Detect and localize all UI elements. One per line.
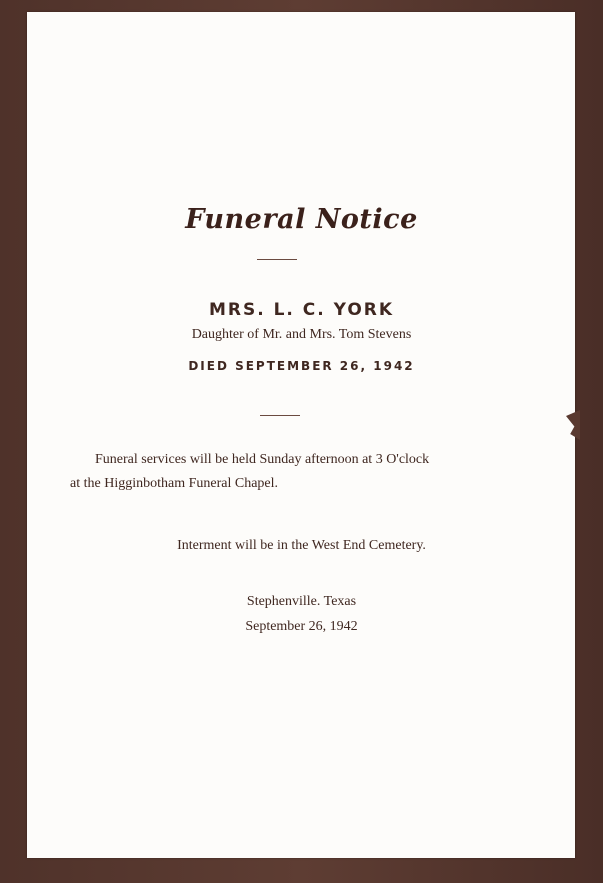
divider-bottom <box>260 415 300 416</box>
services-line-1: Funeral services will be held Sunday afternoon at 3 O'clock <box>95 452 430 467</box>
funeral-notice-card <box>27 12 575 858</box>
place-line: Stephenville. Texas <box>246 594 357 609</box>
date-line: September 26, 1942 <box>245 619 358 634</box>
divider-top <box>257 259 297 260</box>
parents-line: Daughter of Mr. and Mrs. Tom Stevens <box>191 327 412 342</box>
services-paragraph <box>70 448 500 496</box>
interment-line: Interment will be in the West End Cemetery. <box>177 538 426 553</box>
deceased-name: MRS. L. C. YORK <box>208 300 395 320</box>
services-line-2: at the Higginbotham Funeral Chapel. <box>70 476 279 491</box>
died-date: DIED SEPTEMBER 26, 1942 <box>188 359 415 373</box>
notice-title: Funeral Notice <box>185 204 418 235</box>
